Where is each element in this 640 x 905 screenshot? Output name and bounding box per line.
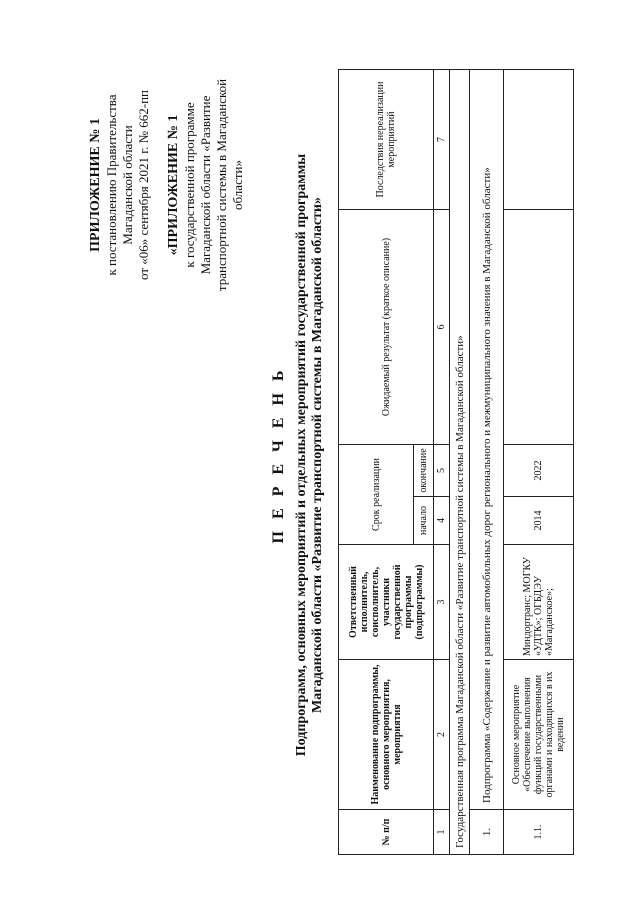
- title-sub-2: Магаданской области «Развитие транспортной системы в Магаданской области»: [310, 197, 325, 713]
- col-header-period: Срок реализации: [339, 445, 414, 545]
- program-line-4: области»: [230, 160, 245, 210]
- appendix-title: ПРИЛОЖЕНИЕ № 1: [88, 118, 103, 252]
- row-start: 2014: [504, 497, 574, 545]
- row-num: 1.1.: [504, 810, 574, 855]
- col-header-num: № п/п: [339, 810, 434, 855]
- row-name: Основное мероприятие «Обеспечение выполнения функций государственными органами и находящихся в их ведении: [504, 660, 574, 810]
- title-main: П Е Р Е Ч Е Н Ь: [270, 366, 287, 544]
- title-sub-1: Подпрограмм, основных мероприятий и отдельных мероприятий государственной программы: [294, 153, 309, 757]
- col-header-result: Ожидаемый результат (краткое описание): [339, 210, 434, 445]
- column-number-row: [434, 70, 450, 855]
- col-header-responsible: Ответственный исполнитель, соисполнитель, участники государственной программы (подпрограммы): [339, 545, 434, 660]
- subprogram-num: 1.: [470, 810, 504, 855]
- col-header-name: Наименование подпрограммы, основного мероприятия, мероприятия: [339, 660, 434, 810]
- subprogram-title: Подпрограмма «Содержание и развитие автомобильных дорог регионального и межмуниципального значения в Магаданской области»: [470, 70, 504, 810]
- col-number: 4: [434, 497, 450, 545]
- measures-table: [338, 69, 574, 855]
- col-number: 5: [434, 445, 450, 497]
- col-number: 1: [434, 810, 450, 855]
- col-header-end: окончание: [414, 445, 434, 497]
- decree-region: Магаданской области: [120, 125, 135, 245]
- col-number: 2: [434, 660, 450, 810]
- program-line-3: транспортной системы в Магаданской: [214, 78, 229, 292]
- program-line-1: к государственной программе: [182, 102, 197, 268]
- row-end: 2022: [504, 445, 574, 497]
- program-line-2: Магаданской области «Развитие: [198, 95, 213, 275]
- decree-date: от «06» сентября 2021 г. № 662-пп: [136, 90, 151, 281]
- approval-header: [88, 25, 246, 345]
- row-responsible: Миндортранс; МОГКУ «УДТК»; ОГБДЭУ «Магаданское»;: [504, 545, 574, 660]
- col-number: 3: [434, 545, 450, 660]
- col-header-start: начало: [414, 497, 434, 545]
- subprogram-row: [470, 70, 504, 855]
- decree-line: к постановлению Правительства: [104, 94, 119, 276]
- program-title: Государственная программа Магаданской области «Развитие транспортной системы в Магаданской области»: [450, 70, 470, 855]
- document-title: [270, 45, 326, 865]
- program-row: [450, 70, 470, 855]
- table-row: [504, 70, 574, 855]
- row-consequences: [504, 70, 574, 210]
- row-result: [504, 210, 574, 445]
- col-number: 6: [434, 210, 450, 445]
- col-header-consequences: Последствия нереализации мероприятий: [339, 70, 434, 210]
- table-header-row: [339, 70, 414, 855]
- program-appendix-title: «ПРИЛОЖЕНИЕ № 1: [166, 114, 181, 256]
- col-number: 7: [434, 70, 450, 210]
